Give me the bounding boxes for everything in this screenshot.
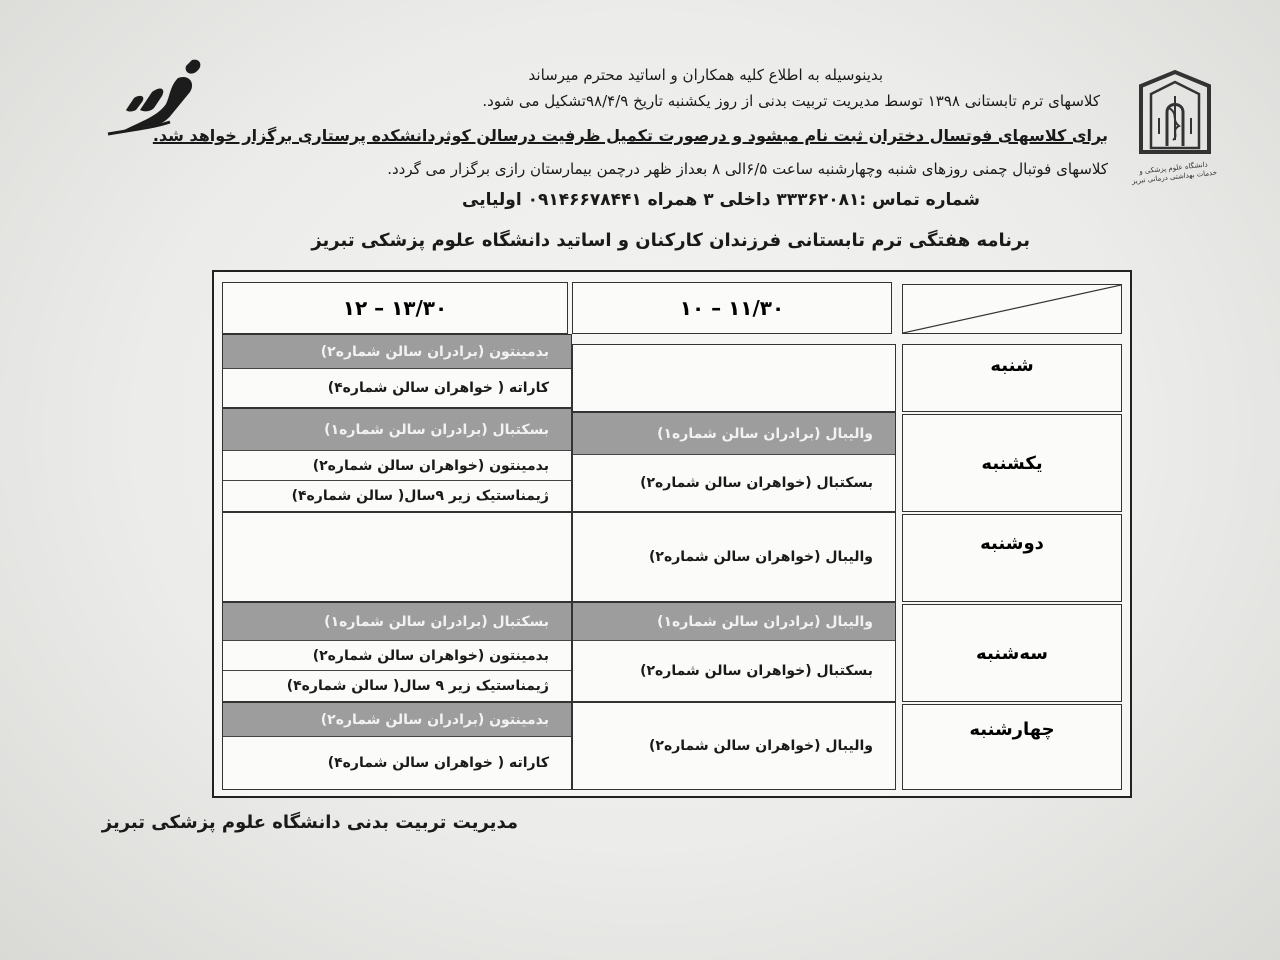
futsal-notice-line: برای کلاسهای فوتسال دختران ثبت نام میشود و درصورت تکمیل ظرفیت درسالن کوثردانشکده پرستاری برگزار خواهد شد. xyxy=(152,126,1108,145)
day-sunday: یکشنبه xyxy=(902,414,1122,512)
schedule-title: برنامه هفتگی ترم تابستانی فرزندان کارکنان و اساتید دانشگاه علوم پزشکی تبریز xyxy=(311,230,1030,251)
tue-mid-cell xyxy=(572,602,896,702)
mon-left-cell xyxy=(222,512,572,602)
wed-left-row-2: کاراته ( خواهران سالن شماره۴) xyxy=(327,755,549,771)
football-notice-line: کلاسهای فوتبال چمنی روزهای شنبه وچهارشنبه ساعت ۶/۵الی ۸ بعداز ظهر درچمن بیمارستان رازی برگزار می گردد. xyxy=(387,160,1108,178)
wed-left-row-1: بدمینتون (برادران سالن شماره۲) xyxy=(223,703,571,737)
wed-mid-cell xyxy=(572,702,896,790)
tue-mid-row-2: بسکتبال (خواهران سالن شماره۲) xyxy=(640,663,873,679)
tue-left-row-3: ژیمناستیک زیر ۹ سال( سالن شماره۴) xyxy=(286,678,549,694)
diagonal-line-icon xyxy=(903,285,1121,333)
day-saturday: شنبه xyxy=(902,344,1122,412)
header-col-left: ۱۲ – ۱۳/۳۰ xyxy=(222,282,568,334)
header-col-mid: ۱۰ – ۱۱/۳۰ xyxy=(572,282,892,334)
intro-line: بدینوسیله به اطلاع کلیه همکاران و اساتید محترم میرساند xyxy=(528,66,883,84)
tue-mid-row-1: والیبال (برادران سالن شماره۱) xyxy=(573,603,895,641)
sat-left-row-1: بدمینتون (برادران سالن شماره۲) xyxy=(223,335,571,369)
sun-left-cell xyxy=(222,408,572,512)
emblem-icon xyxy=(1135,68,1215,160)
sun-mid-row-1: والیبال (برادران سالن شماره۱) xyxy=(573,413,895,455)
sat-mid-cell xyxy=(572,344,896,412)
university-logo xyxy=(1131,68,1218,188)
logo-caption: دانشگاه علوم پزشکی و خدمات بهداشتی درمانی تبریز xyxy=(1131,160,1218,186)
wed-mid-row-1: والیبال (خواهران سالن شماره۲) xyxy=(648,738,873,754)
sat-left-cell xyxy=(222,334,572,408)
sun-left-row-3: ژیمناستیک زیر ۹سال( سالن شماره۴) xyxy=(291,488,549,504)
corner-cell xyxy=(902,284,1122,334)
schedule-table xyxy=(212,270,1132,798)
sun-left-row-2: بدمینتون (خواهران سالن شماره۲) xyxy=(223,451,571,481)
wed-left-cell xyxy=(222,702,572,790)
sun-left-row-1: بسکتبال (برادران سالن شماره۱) xyxy=(223,409,571,451)
term-start-line: کلاسهای ترم تابستانی ۱۳۹۸ توسط مدیریت تربیت بدنی از روز یکشنبه تاریخ ۹۸/۴/۹تشکیل می شود. xyxy=(482,92,1100,110)
day-wednesday: چهارشنبه xyxy=(902,704,1122,790)
tue-left-row-1: بسکتبال (برادران سالن شماره۱) xyxy=(223,603,571,641)
contact-line: شماره تماس :۳۳۳۶۲۰۸۱ داخلی ۳ همراه ۰۹۱۴۶۶۷۸۴۴۱ اولیایی xyxy=(462,190,980,210)
sun-mid-cell xyxy=(572,412,896,512)
tue-left-cell xyxy=(222,602,572,702)
sun-mid-row-2: بسکتبال (خواهران سالن شماره۲) xyxy=(640,475,873,491)
day-monday: دوشنبه xyxy=(902,514,1122,602)
mon-mid-row-1: والیبال (خواهران سالن شماره۲) xyxy=(648,549,873,565)
footer-signature: مدیریت تربیت بدنی دانشگاه علوم پزشکی تبریز xyxy=(101,812,518,833)
mon-mid-cell xyxy=(572,512,896,602)
tue-left-row-2: بدمینتون (خواهران سالن شماره۲) xyxy=(223,641,571,671)
day-tuesday: سه‌شنبه xyxy=(902,604,1122,702)
sat-left-row-2: کاراته ( خواهران سالن شماره۴) xyxy=(327,380,549,396)
